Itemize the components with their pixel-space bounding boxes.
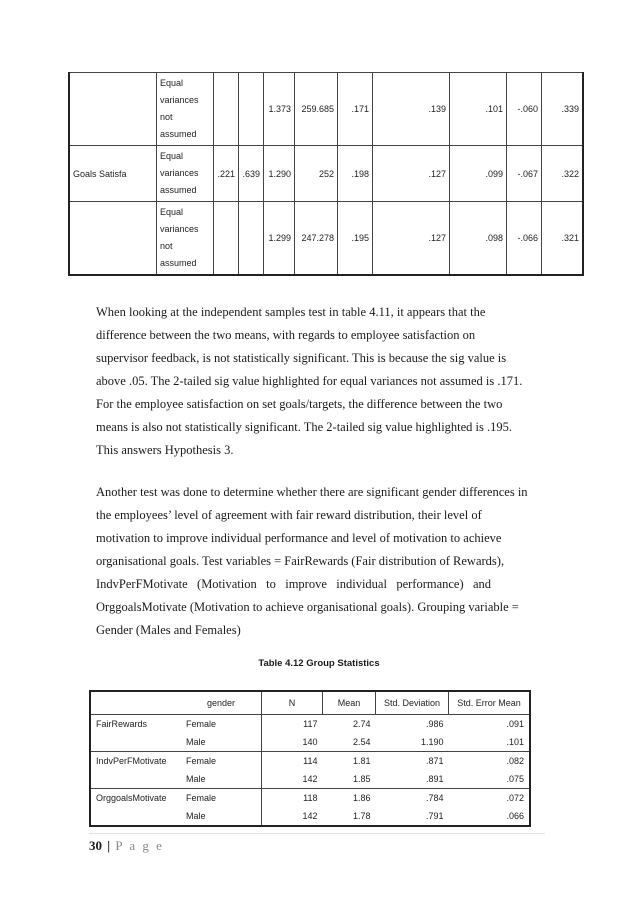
upper-cell: .339: [542, 73, 584, 146]
lower-cell: -.066: [507, 202, 542, 276]
upper-cell: .321: [542, 202, 584, 276]
sig-cell: .639: [239, 146, 264, 202]
header-std-error-mean: Std. Error Mean: [449, 691, 531, 715]
independent-samples-test-table: [68, 72, 584, 276]
sig2-cell: .198: [338, 146, 373, 202]
variance-label-cell: [157, 146, 214, 202]
label-line: not: [160, 241, 173, 251]
mean-diff-cell: .127: [373, 202, 450, 276]
header-gender: gender: [181, 691, 262, 715]
gender-cell: Female: [181, 789, 262, 808]
text-line: When looking at the independent samples test in table 4.11, it appears that the: [96, 305, 486, 319]
mean-cell: 1.86: [323, 789, 376, 808]
df-cell: 259.685: [295, 73, 338, 146]
sig-cell: [239, 73, 264, 146]
upper-cell: .322: [542, 146, 584, 202]
sem-cell: .075: [449, 770, 531, 789]
df-cell: 247.278: [295, 202, 338, 276]
variance-label-cell: [157, 73, 214, 146]
n-cell: 140: [302, 737, 318, 747]
table-caption: Table 4.12 Group Statistics: [258, 658, 380, 669]
label-line: Equal: [160, 78, 184, 88]
sd-cell: 1.190: [420, 737, 444, 747]
page-label: P a g e: [115, 838, 164, 853]
text-line: the employees’ level of agreement with fair reward distribution, their level of: [96, 508, 482, 522]
table-row: [69, 146, 583, 202]
mean-cell: 1.81: [323, 752, 376, 771]
label-line: not: [160, 112, 173, 122]
text-line: difference between the two means, with regards to employee satisfaction on: [96, 328, 476, 342]
paragraph-gender-test: [96, 481, 544, 642]
t-cell: 1.290: [264, 146, 295, 202]
sd-cell: .791: [376, 807, 449, 826]
label-line: Equal: [160, 151, 184, 161]
table-row: [90, 770, 530, 789]
label-line: variances: [160, 168, 199, 178]
footer-separator: |: [107, 838, 111, 853]
text-line: organisational goals. Test variables = FairRewards (Fair distribution of Rewards),: [96, 554, 505, 568]
sem-cell: .066: [449, 807, 531, 826]
df-cell: 252: [295, 146, 338, 202]
header-std-deviation: Std. Deviation: [376, 691, 449, 715]
text-line: Gender (Males and Females): [96, 623, 241, 637]
table-row: [90, 733, 530, 752]
sd-cell: .891: [425, 774, 444, 784]
se-diff-cell: .101: [450, 73, 507, 146]
text-line: OrggoalsMotivate (Motivation to achieve organisational goals). Grouping variable =: [96, 600, 519, 614]
sem-cell: .101: [449, 733, 531, 752]
text-line: For the employee satisfaction on set goals/targets, the difference between the two: [96, 397, 503, 411]
sig-cell: [239, 202, 264, 276]
f-cell: [214, 73, 239, 146]
sem-cell: .091: [449, 715, 531, 734]
footer-divider: [89, 833, 545, 834]
gender-cell: Male: [181, 770, 262, 789]
table-row: [69, 202, 583, 276]
group-statistics-table: [89, 690, 531, 827]
sig2-cell: .195: [338, 202, 373, 276]
variable-cell: FairRewards: [90, 715, 181, 734]
table-row: [90, 752, 530, 771]
variable-cell-empty: [90, 770, 181, 789]
page-number: 30: [89, 838, 102, 853]
f-cell: .221: [214, 146, 239, 202]
mean-cell: 2.74: [323, 715, 376, 734]
variable-cell-empty: [90, 733, 181, 752]
gender-cell: Female: [181, 715, 262, 734]
text-line: means is also not statistically significant. The 2-tailed sig value highlighted is .195.: [96, 420, 513, 434]
page-footer: [89, 838, 164, 854]
n-cell: 142: [262, 807, 323, 826]
t-cell: 1.373: [264, 73, 295, 146]
sig2-cell: .171: [338, 73, 373, 146]
gender-cell: Female: [181, 752, 262, 771]
header-mean: Mean: [323, 691, 376, 715]
sd-cell: .986: [376, 715, 449, 734]
sd-cell: .784: [376, 789, 449, 808]
label-line: assumed: [160, 129, 197, 139]
header-blank: [90, 691, 181, 715]
label-line: Equal: [160, 207, 184, 217]
group-cell: [69, 202, 157, 276]
text-line: above .05. The 2-tailed sig value highlighted for equal variances not assumed is .171.: [96, 374, 523, 388]
mean-cell: 1.85: [352, 774, 371, 784]
table-row: [90, 715, 530, 734]
sem-cell: .072: [449, 789, 531, 808]
label-line: variances: [160, 224, 199, 234]
label-line: assumed: [160, 258, 197, 268]
se-diff-cell: .099: [450, 146, 507, 202]
text-line: IndvPerFMotivate (Motivation to improve individual performance) and: [96, 577, 492, 591]
text-line: motivation to improve individual performance and level of motivation to achieve: [96, 531, 502, 545]
sd-cell: .871: [376, 752, 449, 771]
n-cell: 142: [302, 774, 318, 784]
variable-cell-empty: [90, 807, 181, 826]
mean-cell: 1.78: [323, 807, 376, 826]
table-row: [69, 73, 583, 146]
variable-cell: IndvPerFMotivate: [90, 752, 181, 771]
n-cell: 118: [262, 789, 323, 808]
table-header-row: [90, 691, 530, 715]
mean-cell: 2.54: [352, 737, 371, 747]
text-line: Another test was done to determine whether there are significant gender differences in: [96, 485, 528, 499]
lower-cell: -.060: [507, 73, 542, 146]
paragraph-hypothesis-3: [96, 301, 544, 462]
gender-cell: Male: [181, 807, 262, 826]
label-line: variances: [160, 95, 199, 105]
sem-cell: .082: [449, 752, 531, 771]
table-row: [90, 789, 530, 808]
variance-label-cell: [157, 202, 214, 276]
lower-cell: -.067: [507, 146, 542, 202]
se-diff-cell: .098: [450, 202, 507, 276]
n-cell: 114: [262, 752, 323, 771]
mean-diff-cell: .139: [373, 73, 450, 146]
header-n: N: [262, 691, 323, 715]
group-cell: Goals Satisfa: [69, 146, 157, 202]
f-cell: [214, 202, 239, 276]
label-line: assumed: [160, 185, 197, 195]
gender-cell: Male: [181, 733, 262, 752]
text-line: This answers Hypothesis 3.: [96, 443, 234, 457]
group-cell: [69, 73, 157, 146]
t-cell: 1.299: [264, 202, 295, 276]
mean-diff-cell: .127: [373, 146, 450, 202]
table-row: [90, 807, 530, 826]
n-cell: 117: [262, 715, 323, 734]
variable-cell: OrggoalsMotivate: [90, 789, 181, 808]
text-line: supervisor feedback, is not statistically significant. This is because the sig value is: [96, 351, 507, 365]
